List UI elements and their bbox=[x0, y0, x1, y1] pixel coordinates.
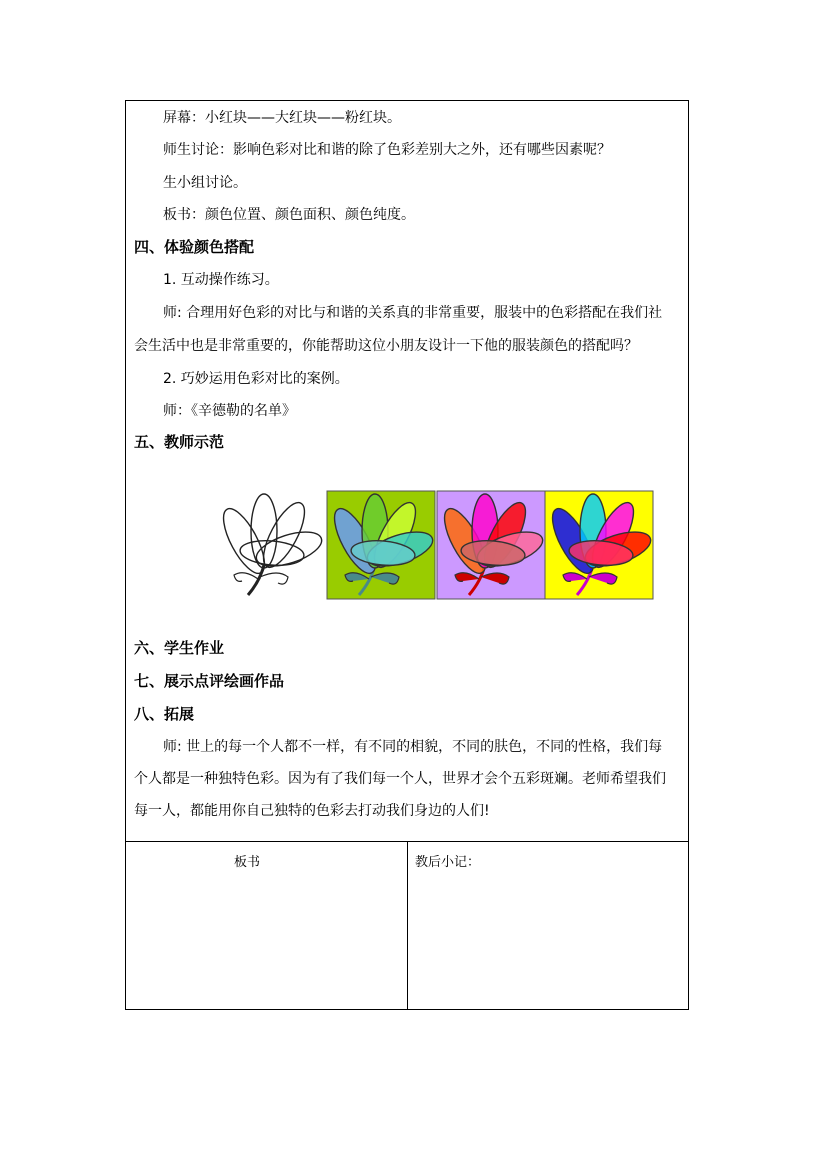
footer-row bbox=[126, 841, 688, 1010]
section-6-heading: 六、学生作业 bbox=[134, 639, 225, 657]
lesson-table bbox=[125, 100, 689, 1010]
board-label: 板书 bbox=[234, 855, 261, 870]
notes-cell bbox=[408, 842, 688, 1010]
flower-demo-figure bbox=[216, 489, 656, 601]
group-discussion-line: 生小组讨论。 bbox=[163, 175, 247, 191]
section-4-teacher-line-1: 师: 合理用好色彩的对比与和谐的关系真的非常重要，服装中的色彩搭配在我们社 bbox=[163, 305, 663, 321]
flower-panel-4 bbox=[545, 491, 655, 599]
section-4-item-1: 1. 互动操作练习。 bbox=[163, 272, 279, 288]
lesson-content-cell bbox=[126, 101, 688, 841]
section-4-teacher-line-2: 会生活中也是非常重要的，你能帮助这位小朋友设计一下他的服装颜色的搭配吗？ bbox=[134, 338, 638, 354]
flower-leaf-left bbox=[234, 573, 258, 582]
section-8-heading: 八、拓展 bbox=[134, 705, 195, 723]
section-5-heading: 五、教师示范 bbox=[134, 433, 225, 451]
discussion-line: 师生讨论：影响色彩对比和谐的除了色彩差别大之外，还有哪些因素呢？ bbox=[163, 142, 611, 158]
section-7-heading: 七、展示点评绘画作品 bbox=[134, 672, 285, 690]
screen-line: 屏幕：小红块——大红块——粉红块。 bbox=[163, 110, 401, 126]
section-4-teacher-example: 师：《辛德勒的名单》 bbox=[163, 403, 296, 419]
flower-panel-3 bbox=[437, 491, 547, 599]
board-note-line: 板书：颜色位置、颜色面积、颜色纯度。 bbox=[163, 207, 415, 223]
flower-panel-1 bbox=[216, 494, 326, 595]
section-4-heading: 四、体验颜色搭配 bbox=[134, 238, 255, 256]
section-8-line-1: 师: 世上的每一个人都不一样，有不同的相貌，不同的肤色，不同的性格，我们每 bbox=[163, 739, 663, 755]
board-cell bbox=[126, 842, 408, 1010]
section-8-line-3: 每一人，都能用你自己独特的色彩去打动我们身边的人们! bbox=[134, 803, 490, 819]
flower-panel-2 bbox=[327, 491, 437, 599]
flower-leaf-right bbox=[260, 573, 288, 584]
notes-label: 教后小记： bbox=[415, 855, 481, 870]
section-4-item-2: 2. 巧妙运用色彩对比的案例。 bbox=[163, 371, 349, 387]
section-8-line-2: 个人都是一种独特色彩。因为有了我们每一个人，世界才会个五彩斑斓。老师希望我们 bbox=[134, 771, 666, 787]
